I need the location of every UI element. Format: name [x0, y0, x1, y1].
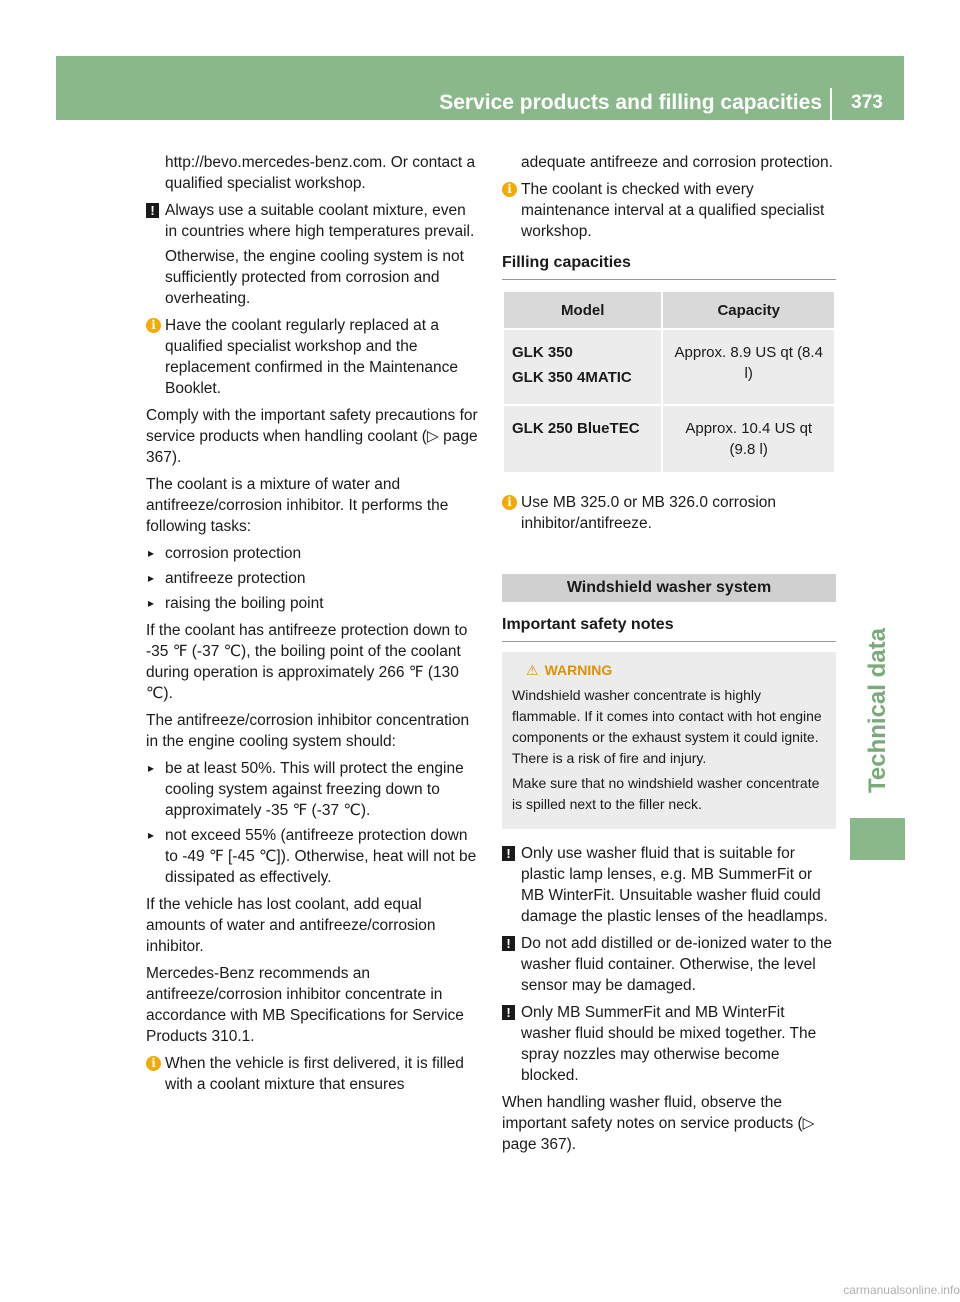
capacity-cell: Approx. 10.4 US qt (9.8 l): [663, 406, 834, 472]
notice-text: Otherwise, the engine cooling system is not sufficiently protected from corrosion and overheating.: [165, 248, 464, 307]
caution-notice: [146, 200, 482, 309]
paragraph: Comply with the important safety precautions for service products when handling coolant (▷ page 367).: [146, 407, 478, 466]
info-notice: [502, 492, 836, 534]
paragraph: The coolant is a mixture of water and antifreeze/corrosion inhibitor. It performs the following tasks:: [146, 476, 449, 535]
column-header: Model: [504, 292, 661, 328]
paragraph: The antifreeze/corrosion inhibitor concentration in the engine cooling system should:: [146, 712, 470, 750]
table-row: [504, 330, 834, 404]
paragraph: If the vehicle has lost coolant, add equal amounts of water and antifreeze/corrosion inhibitor.: [146, 896, 436, 955]
table-header-row: [504, 292, 834, 328]
info-notice: [146, 1053, 482, 1095]
paragraph: Mercedes-Benz recommends an antifreeze/corrosion inhibitor concentrate in accordance with MB Specifications for Service Products 310.1.: [146, 965, 464, 1045]
info-notice: [146, 315, 482, 399]
list-item: ▸ be at least 50%. This will protect the engine cooling system against freezing down to approximately -35 ℉ (-37 ℃).: [146, 758, 482, 821]
notice-text: Always use a suitable coolant mixture, even in countries where high temperatures prevail.: [165, 202, 475, 240]
info-icon: i: [502, 182, 517, 197]
info-icon: i: [502, 495, 517, 510]
column-header: Capacity: [663, 292, 834, 328]
page-header-title: Service products and filling capacities: [439, 91, 822, 114]
table-row: [504, 406, 834, 472]
list-item: ▸ corrosion protection: [146, 543, 482, 564]
warning-text: Windshield washer concentrate is highly flammable. If it comes into contact with hot engine components or the exhaust system it could ignite. There is a risk of fire and injury.: [512, 687, 822, 766]
warning-header: [512, 660, 826, 681]
capacity-cell: Approx. 8.9 US qt (8.4 l): [663, 330, 834, 404]
info-icon: i: [146, 1056, 161, 1071]
capacity-table: [502, 290, 836, 474]
side-tab-marker: [850, 818, 905, 860]
right-column: [502, 152, 836, 1161]
list-item: ▸ antifreeze protection: [146, 568, 482, 589]
info-icon: i: [146, 318, 161, 333]
notice-text: Only MB SummerFit and MB WinterFit washer fluid should be mixed together. The spray nozzles may otherwise become blocked.: [521, 1004, 817, 1084]
warning-box: [502, 652, 836, 829]
caution-icon: !: [502, 846, 515, 861]
warning-triangle-icon: ⚠: [526, 662, 539, 678]
notice-text: Only use washer fluid that is suitable for plastic lamp lenses, e.g. MB SummerFit or MB WinterFit. Unsuitable washer fluid could damage the plastic lenses of the headlamps.: [521, 845, 828, 925]
notice-text: Do not add distilled or de-ionized water to the washer fluid container. Otherwise, the level sensor may be damaged.: [521, 935, 833, 994]
info-text: When the vehicle is first delivered, it is filled with a coolant mixture that ensures: [165, 1055, 464, 1093]
concentration-list: [146, 758, 482, 888]
caution-notice: [502, 843, 836, 927]
safety-notes-heading: Important safety notes: [502, 614, 836, 642]
model-name: GLK 350: [512, 344, 573, 361]
page-number: 373: [851, 92, 883, 113]
paragraph: When handling washer fluid, observe the important safety notes on service products (▷ page 367).: [502, 1094, 815, 1153]
task-list: [146, 543, 482, 614]
side-tab: [850, 610, 905, 810]
watermark: carmanualsonline.info: [843, 1283, 960, 1297]
caution-notice: [502, 1002, 836, 1086]
info-text: The coolant is checked with every maintenance interval at a qualified specialist workshop.: [521, 181, 825, 240]
caution-icon: !: [502, 1005, 515, 1020]
paragraph: adequate antifreeze and corrosion protection.: [521, 154, 833, 171]
warning-text: Make sure that no windshield washer concentrate is spilled next to the filler neck.: [512, 775, 820, 812]
warning-label: WARNING: [544, 662, 613, 678]
list-item: ▸ not exceed 55% (antifreeze protection down to -49 ℉ [-45 ℃]). Otherwise, heat will not be dissipated as effectively.: [146, 825, 482, 888]
caution-icon: !: [146, 203, 159, 218]
left-column: [146, 152, 482, 1101]
list-item: ▸ raising the boiling point: [146, 593, 482, 614]
info-text: Use MB 325.0 or MB 326.0 corrosion inhibitor/antifreeze.: [521, 494, 777, 532]
paragraph: If the coolant has antifreeze protection down to -35 ℉ (-37 ℃), the boiling point of the coolant during operation is approximately 266 ℉ (130 ℃).: [146, 622, 468, 702]
model-cell: [504, 406, 661, 472]
info-text: Have the coolant regularly replaced at a qualified specialist workshop and the replacement confirmed in the Maintenance Booklet.: [165, 317, 458, 397]
header-divider: [830, 88, 832, 120]
model-name: GLK 250 BlueTEC: [512, 420, 640, 437]
side-tab-label: Technical data: [864, 627, 892, 793]
info-notice: [502, 179, 836, 242]
caution-notice: [502, 933, 836, 996]
model-cell: [504, 330, 661, 404]
model-name: GLK 350 4MATIC: [512, 369, 632, 386]
caution-icon: !: [502, 936, 515, 951]
section-title: Windshield washer system: [502, 574, 836, 602]
filling-capacities-heading: Filling capacities: [502, 252, 836, 280]
paragraph: http://bevo.mercedes-benz.com. Or contact a qualified specialist workshop.: [165, 154, 476, 192]
